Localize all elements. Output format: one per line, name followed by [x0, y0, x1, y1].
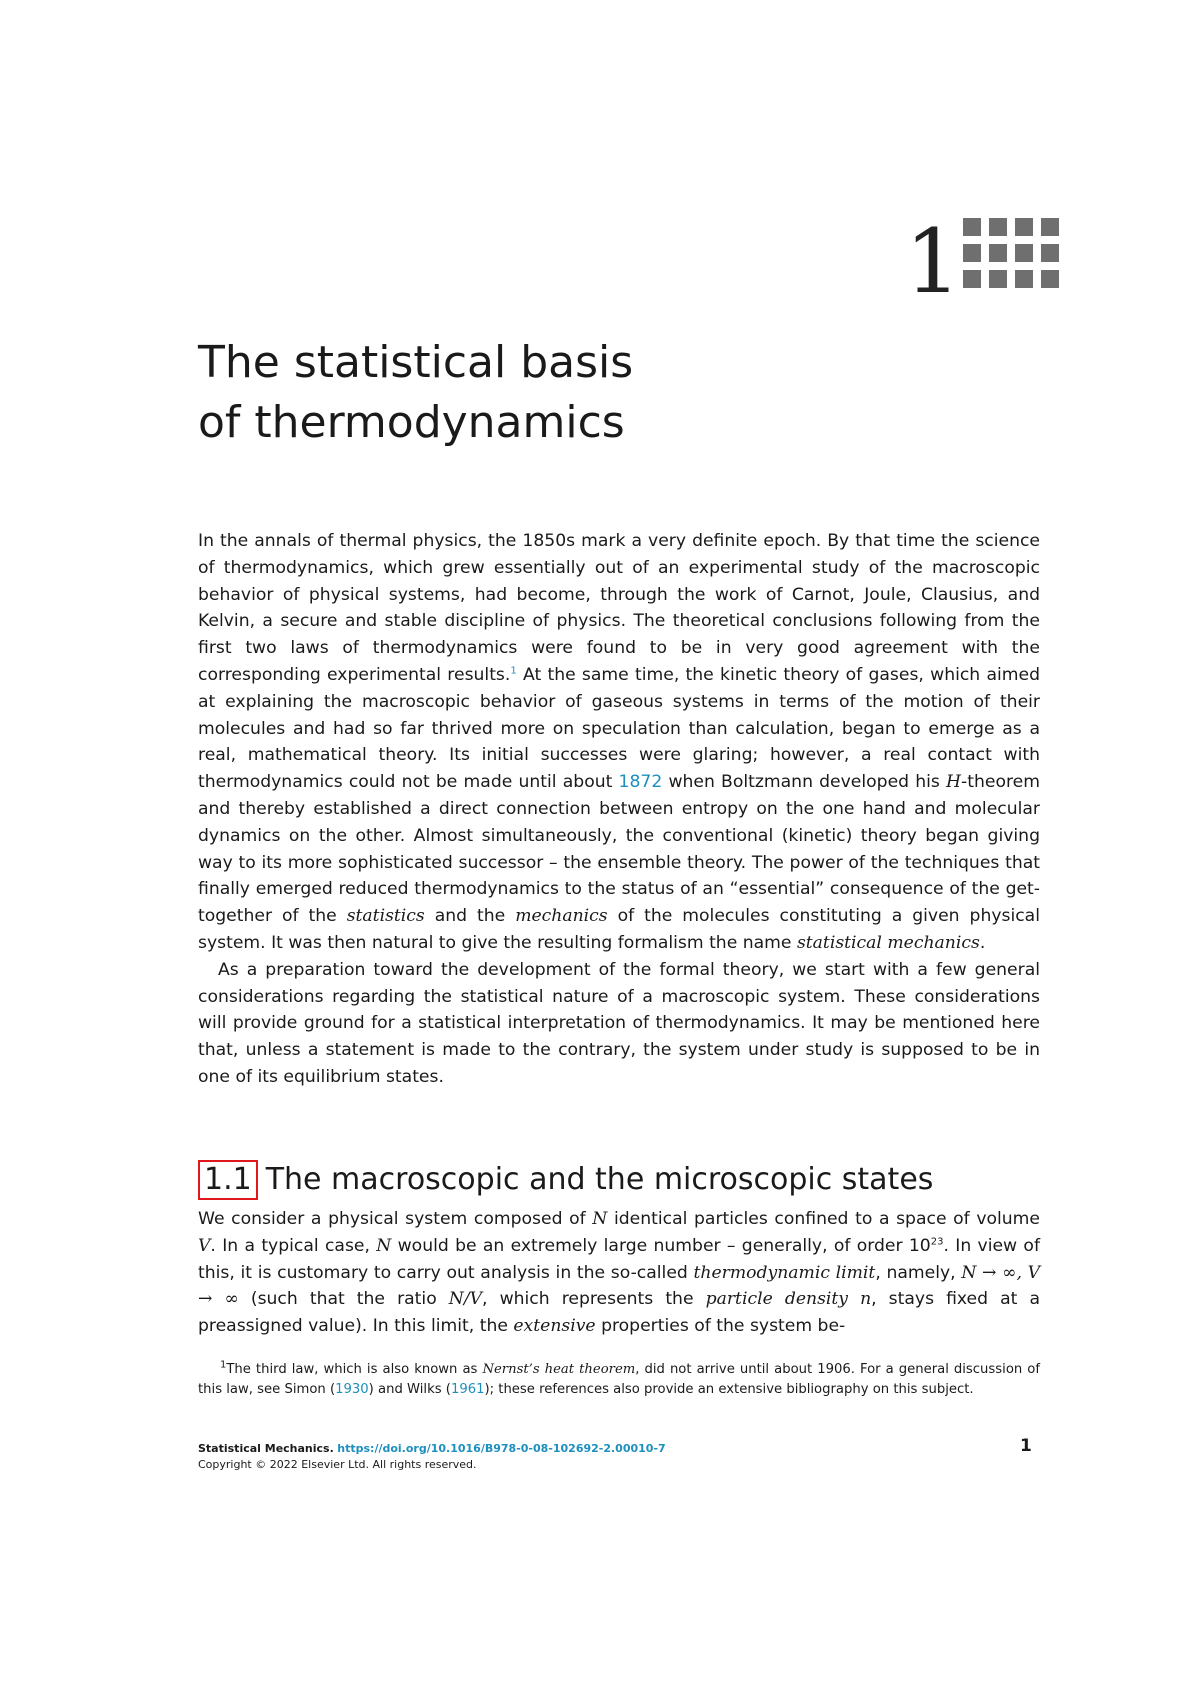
section-number[interactable]: 1.1	[198, 1160, 258, 1200]
text-run: , which represents the	[482, 1289, 706, 1310]
chapter-title-line-2: of thermodynamics	[198, 397, 625, 448]
text-run: At the same time, the kinetic theory of gases, which aimed at explaining the macroscopic behavior of gaseous systems in terms of the motion of their molecules and had so far thrived more on speculation than calculation, began to emerge as a real, mathematical theory. Its initial successes were glaring; however, a real contact with thermodynamics could not be made until about	[198, 664, 1040, 793]
text-run: ); these references also provide an extensive bibliography on this subject.	[484, 1382, 974, 1397]
chapter-title-line-1: The statistical basis	[198, 337, 634, 388]
section-paragraph-1	[198, 1206, 1040, 1340]
section-text	[198, 1206, 1040, 1340]
text-run: properties of the system be-	[595, 1316, 846, 1337]
text-run: ) and Wilks (	[368, 1382, 451, 1397]
emphasis: statistical mechanics	[796, 932, 980, 953]
ornament-square	[1041, 244, 1059, 262]
math-N: N	[592, 1209, 608, 1229]
text-run: identical particles confined to a space of volume	[607, 1209, 1040, 1229]
intro-paragraph-1	[198, 528, 1040, 957]
math-limit: N → ∞, V → ∞	[198, 1262, 1041, 1310]
chapter-title	[198, 333, 998, 453]
text-run: would be an extremely large number – generally, of order 10	[391, 1235, 931, 1256]
intro-text	[198, 528, 1040, 1091]
text-run: The third law, which is also known as	[226, 1362, 483, 1377]
citation-link-1872[interactable]: 1872	[618, 772, 663, 793]
footer-citation-line	[198, 1441, 1040, 1457]
text-run: , did not arrive until about 1906. For a general discussion of this law, see Simon (	[198, 1362, 1040, 1397]
footnote-ref-link[interactable]: 1	[510, 665, 517, 677]
text-run: . In a typical case,	[210, 1235, 377, 1256]
ornament-square	[989, 270, 1007, 288]
emphasis: extensive	[513, 1316, 596, 1337]
exponent: 23	[930, 1236, 944, 1248]
intro-paragraph-2: As a preparation toward the development of the formal theory, we start with a few general considerations regarding the statistical nature of a macroscopic system. These considerations will provide ground for a statistical interpretation of thermodynamics. It may be mentioned here that, unless a statement is made to the contrary, the system under study is supposed to be in one of its equilibrium states.	[198, 959, 1040, 1087]
text-run: of the molecules constituting a given physical system. It was then natural to give the resulting formalism the name	[198, 906, 1040, 953]
book-title: Statistical Mechanics.	[198, 1442, 334, 1455]
footnote-1	[198, 1360, 1040, 1400]
emphasis: thermodynamic limit	[693, 1262, 876, 1283]
section-heading	[198, 1160, 1040, 1200]
text-run: .	[979, 932, 986, 953]
ornament-square	[963, 270, 981, 288]
doi-link[interactable]: https://doi.org/10.1016/B978-0-08-102692-2.00010-7	[337, 1442, 666, 1455]
ornament-square	[1015, 270, 1033, 288]
text-run: . In view of this, it is customary to carry out analysis in the so-called	[198, 1235, 1040, 1283]
chapter-ornament-grid	[963, 218, 1059, 288]
ornament-square	[989, 244, 1007, 262]
page-footer	[198, 1441, 1040, 1473]
text-run: (such that the ratio	[238, 1289, 449, 1310]
section-title: The macroscopic and the microscopic states	[265, 1162, 934, 1197]
chapter-number: 1	[905, 210, 961, 313]
citation-link-1930[interactable]: 1930	[335, 1382, 369, 1397]
ornament-square	[1015, 218, 1033, 236]
text-run: when Boltzmann developed his	[662, 772, 947, 793]
text-run: In the annals of thermal physics, the 1850s mark a very definite epoch. By that time the science of thermodynamics, which grew essentially out of an experimental study of the macroscopic behavior of physical systems, had become, through the work of Carnot, Joule, Clausius, and Kelvin, a secure and stable discipline of physics. The theoretical conclusions following from the first two laws of thermodynamics were found to be in very good agreement with the corresponding experimental results.	[198, 531, 1040, 685]
citation-link-1961[interactable]: 1961	[450, 1382, 485, 1397]
ornament-square	[989, 218, 1007, 236]
ornament-square	[1015, 244, 1033, 262]
copyright: Copyright © 2022 Elsevier Ltd. All rights reserved.	[198, 1458, 477, 1471]
emphasis: mechanics	[515, 906, 608, 927]
text-run: We consider a physical system composed of	[198, 1209, 593, 1229]
math-V: V	[198, 1235, 211, 1256]
emphasis: statistics	[346, 906, 425, 927]
text-run: , namely,	[875, 1262, 962, 1283]
math-H: H	[946, 772, 962, 793]
ornament-square	[1041, 270, 1059, 288]
emphasis: Nernst’s heat theorem	[482, 1362, 636, 1377]
ornament-square	[963, 244, 981, 262]
math-ratio: N/V	[448, 1289, 483, 1310]
text-run: , stays fixed at a preassigned value). In this limit, the	[198, 1289, 1040, 1337]
math-N: N	[376, 1235, 392, 1256]
text-run: -theorem and thereby established a direct connection between entropy on the one hand and molecular dynamics on the other. Almost simultaneously, the conventional (kinetic) theory began giving way to its more sophisticated successor – the ensemble theory. The power of the techniques that finally emerged reduced thermodynamics to the status of an “essential” consequence of the get-together of the	[198, 772, 1040, 927]
ornament-square	[963, 218, 981, 236]
ornament-square	[1041, 218, 1059, 236]
emphasis: particle density n	[705, 1289, 872, 1310]
text-run: and the	[424, 906, 516, 927]
page-number: 1	[1020, 1436, 1032, 1456]
footnote-mark: 1	[220, 1359, 227, 1371]
footnote	[198, 1360, 1040, 1400]
